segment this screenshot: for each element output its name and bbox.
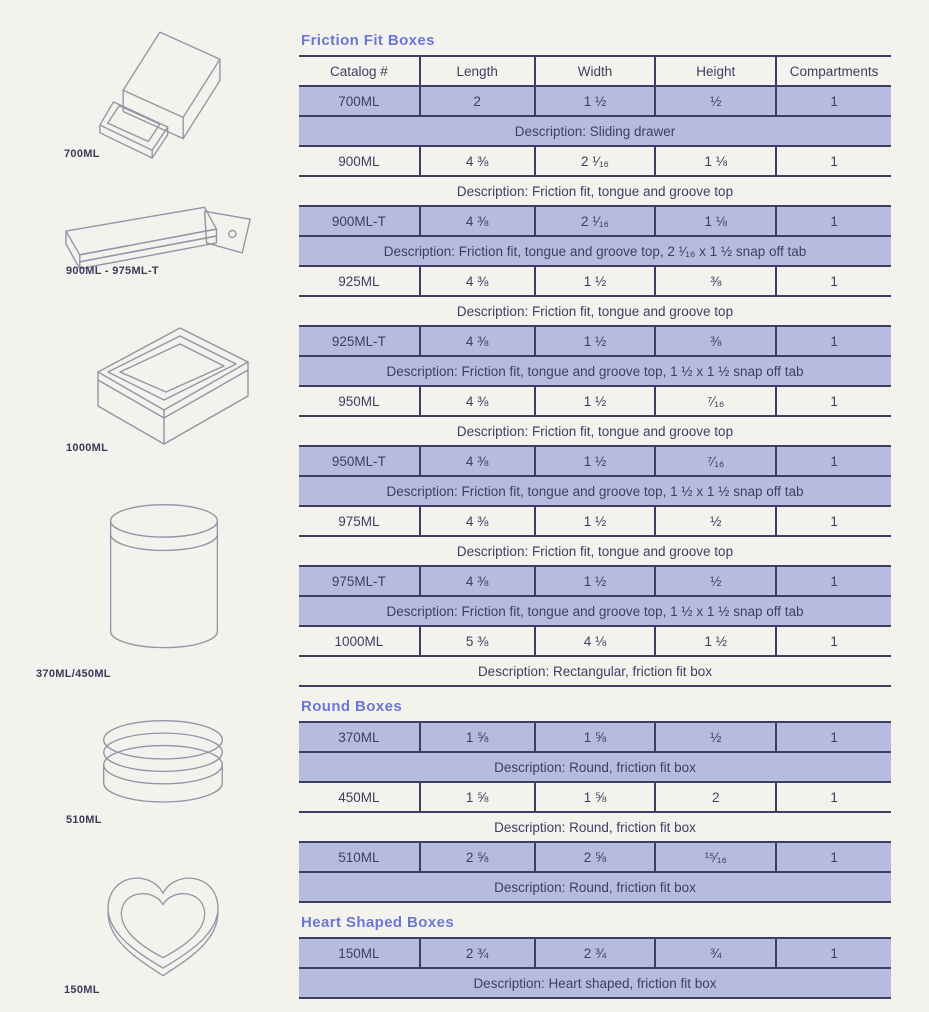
height-cell: ⁷⁄₁₆ bbox=[655, 386, 776, 416]
table-row bbox=[299, 326, 891, 356]
table-row bbox=[299, 386, 891, 416]
figure-1000ml bbox=[0, 312, 296, 462]
width-cell: 1 ½ bbox=[535, 266, 656, 296]
length-cell: 2 bbox=[420, 86, 535, 116]
description-row bbox=[299, 812, 891, 842]
description-cell: Description: Friction fit, tongue and groove top, 1 ½ x 1 ½ snap off tab bbox=[299, 476, 891, 506]
length-cell: 2 ¾ bbox=[420, 938, 535, 968]
description-row bbox=[299, 356, 891, 386]
height-cell: ½ bbox=[655, 566, 776, 596]
compartments-cell: 1 bbox=[776, 506, 891, 536]
spec-table bbox=[299, 937, 891, 999]
width-cell: 2 ¾ bbox=[535, 938, 656, 968]
table-row bbox=[299, 206, 891, 236]
spec-table bbox=[299, 721, 891, 903]
catalog-number-cell: 925ML-T bbox=[299, 326, 420, 356]
description-cell: Description: Friction fit, tongue and groove top, 1 ½ x 1 ½ snap off tab bbox=[299, 356, 891, 386]
catalog-section bbox=[299, 698, 891, 903]
figure-label: 1000ML bbox=[66, 442, 109, 454]
height-cell: ½ bbox=[655, 86, 776, 116]
catalog-number-cell: 950ML-T bbox=[299, 446, 420, 476]
width-cell: 1 ½ bbox=[535, 326, 656, 356]
description-row bbox=[299, 656, 891, 686]
description-cell: Description: Friction fit, tongue and groove top bbox=[299, 416, 891, 446]
length-cell: 4 ⅜ bbox=[420, 326, 535, 356]
description-cell: Description: Friction fit, tongue and groove top bbox=[299, 536, 891, 566]
description-cell: Description: Sliding drawer bbox=[299, 116, 891, 146]
compartments-cell: 1 bbox=[776, 446, 891, 476]
section-title: Heart Shaped Boxes bbox=[301, 914, 455, 931]
catalog-number-cell: 900ML-T bbox=[299, 206, 420, 236]
compartments-cell: 1 bbox=[776, 386, 891, 416]
description-row bbox=[299, 752, 891, 782]
height-cell: ¾ bbox=[655, 938, 776, 968]
compartments-cell: 1 bbox=[776, 266, 891, 296]
table-row bbox=[299, 266, 891, 296]
figure-900ml-975mlt bbox=[0, 195, 296, 287]
figure-label: 510ML bbox=[66, 814, 102, 826]
length-cell: 1 ⅝ bbox=[420, 722, 535, 752]
description-cell: Description: Friction fit, tongue and groove top bbox=[299, 176, 891, 206]
catalog-sections bbox=[299, 32, 891, 999]
compartments-cell: 1 bbox=[776, 206, 891, 236]
figure-column bbox=[0, 0, 296, 1012]
section-title: Friction Fit Boxes bbox=[301, 32, 435, 49]
table-row bbox=[299, 86, 891, 116]
length-cell: 4 ⅜ bbox=[420, 446, 535, 476]
section-title: Round Boxes bbox=[301, 698, 403, 715]
catalog-number-cell: 950ML bbox=[299, 386, 420, 416]
height-cell: 2 bbox=[655, 782, 776, 812]
width-cell: 1 ½ bbox=[535, 86, 656, 116]
description-cell: Description: Round, friction fit box bbox=[299, 872, 891, 902]
width-cell: 1 ½ bbox=[535, 446, 656, 476]
width-cell: 1 ½ bbox=[535, 506, 656, 536]
catalog-number-cell: 975ML bbox=[299, 506, 420, 536]
table-row bbox=[299, 938, 891, 968]
catalog-number-cell: 700ML bbox=[299, 86, 420, 116]
compartments-cell: 1 bbox=[776, 86, 891, 116]
length-cell: 4 ⅜ bbox=[420, 266, 535, 296]
catalog-number-cell: 450ML bbox=[299, 782, 420, 812]
figure-label: 700ML bbox=[64, 148, 100, 160]
tall-round-box-icon bbox=[102, 498, 226, 660]
height-cell: 1 ½ bbox=[655, 626, 776, 656]
description-row bbox=[299, 872, 891, 902]
width-cell: 1 ⅝ bbox=[535, 722, 656, 752]
table-row bbox=[299, 146, 891, 176]
header-cell: Catalog # bbox=[299, 56, 420, 86]
description-row bbox=[299, 176, 891, 206]
compartments-cell: 1 bbox=[776, 782, 891, 812]
width-cell: 1 ½ bbox=[535, 386, 656, 416]
length-cell: 4 ⅜ bbox=[420, 206, 535, 236]
width-cell: 2 ¹⁄₁₆ bbox=[535, 206, 656, 236]
description-cell: Description: Heart shaped, friction fit box bbox=[299, 968, 891, 998]
width-cell: 2 ⅝ bbox=[535, 842, 656, 872]
height-cell: 1 ⅛ bbox=[655, 146, 776, 176]
catalog-section bbox=[299, 32, 891, 687]
compartments-cell: 1 bbox=[776, 842, 891, 872]
description-row bbox=[299, 596, 891, 626]
header-cell: Compartments bbox=[776, 56, 891, 86]
height-cell: ½ bbox=[655, 506, 776, 536]
description-row bbox=[299, 296, 891, 326]
catalog-section bbox=[299, 914, 891, 999]
description-row bbox=[299, 116, 891, 146]
catalog-number-cell: 370ML bbox=[299, 722, 420, 752]
heart-shaped-box-icon bbox=[92, 860, 234, 990]
width-cell: 1 ½ bbox=[535, 566, 656, 596]
shallow-round-box-icon bbox=[96, 714, 230, 824]
catalog-number-cell: 1000ML bbox=[299, 626, 420, 656]
table-row bbox=[299, 722, 891, 752]
description-row bbox=[299, 536, 891, 566]
compartments-cell: 1 bbox=[776, 326, 891, 356]
length-cell: 5 ⅜ bbox=[420, 626, 535, 656]
table-row bbox=[299, 506, 891, 536]
description-cell: Description: Friction fit, tongue and groove top, 2 ¹⁄₁₆ x 1 ½ snap off tab bbox=[299, 236, 891, 266]
width-cell: 4 ⅛ bbox=[535, 626, 656, 656]
height-cell: ⅜ bbox=[655, 326, 776, 356]
table-row bbox=[299, 782, 891, 812]
length-cell: 1 ⅝ bbox=[420, 782, 535, 812]
width-cell: 2 ¹⁄₁₆ bbox=[535, 146, 656, 176]
height-cell: ⅜ bbox=[655, 266, 776, 296]
spec-table bbox=[299, 55, 891, 687]
figure-150ml bbox=[0, 860, 296, 1000]
compartments-cell: 1 bbox=[776, 626, 891, 656]
figure-label: 370ML/450ML bbox=[36, 668, 111, 680]
table-row bbox=[299, 626, 891, 656]
length-cell: 4 ⅜ bbox=[420, 146, 535, 176]
catalog-number-cell: 900ML bbox=[299, 146, 420, 176]
description-cell: Description: Friction fit, tongue and groove top, 1 ½ x 1 ½ snap off tab bbox=[299, 596, 891, 626]
header-cell: Length bbox=[420, 56, 535, 86]
compartments-cell: 1 bbox=[776, 938, 891, 968]
figure-370ml-450ml bbox=[0, 498, 296, 688]
compartments-cell: 1 bbox=[776, 566, 891, 596]
catalog-number-cell: 925ML bbox=[299, 266, 420, 296]
length-cell: 2 ⅝ bbox=[420, 842, 535, 872]
height-cell: ⁷⁄₁₆ bbox=[655, 446, 776, 476]
description-cell: Description: Rectangular, friction fit box bbox=[299, 656, 891, 686]
figure-510ml bbox=[0, 714, 296, 834]
description-row bbox=[299, 968, 891, 998]
figure-700ml bbox=[0, 26, 296, 176]
catalog-number-cell: 510ML bbox=[299, 842, 420, 872]
catalog-number-cell: 150ML bbox=[299, 938, 420, 968]
header-cell: Width bbox=[535, 56, 656, 86]
description-cell: Description: Round, friction fit box bbox=[299, 752, 891, 782]
rectangular-tray-box-icon bbox=[64, 312, 264, 452]
description-row bbox=[299, 476, 891, 506]
catalog-number-cell: 975ML-T bbox=[299, 566, 420, 596]
compartments-cell: 1 bbox=[776, 722, 891, 752]
table-row bbox=[299, 566, 891, 596]
figure-label: 150ML bbox=[64, 984, 100, 996]
height-cell: ½ bbox=[655, 722, 776, 752]
height-cell: 1 ⅛ bbox=[655, 206, 776, 236]
figure-label: 900ML - 975ML-T bbox=[66, 265, 159, 277]
length-cell: 4 ⅜ bbox=[420, 566, 535, 596]
description-row bbox=[299, 236, 891, 266]
sliding-drawer-box-icon bbox=[98, 26, 248, 168]
description-cell: Description: Friction fit, tongue and groove top bbox=[299, 296, 891, 326]
table-row bbox=[299, 842, 891, 872]
description-cell: Description: Round, friction fit box bbox=[299, 812, 891, 842]
length-cell: 4 ⅜ bbox=[420, 506, 535, 536]
length-cell: 4 ⅜ bbox=[420, 386, 535, 416]
height-cell: ¹⁵⁄₁₆ bbox=[655, 842, 776, 872]
description-row bbox=[299, 416, 891, 446]
table-header-row bbox=[299, 56, 891, 86]
width-cell: 1 ⅝ bbox=[535, 782, 656, 812]
compartments-cell: 1 bbox=[776, 146, 891, 176]
header-cell: Height bbox=[655, 56, 776, 86]
table-row bbox=[299, 446, 891, 476]
